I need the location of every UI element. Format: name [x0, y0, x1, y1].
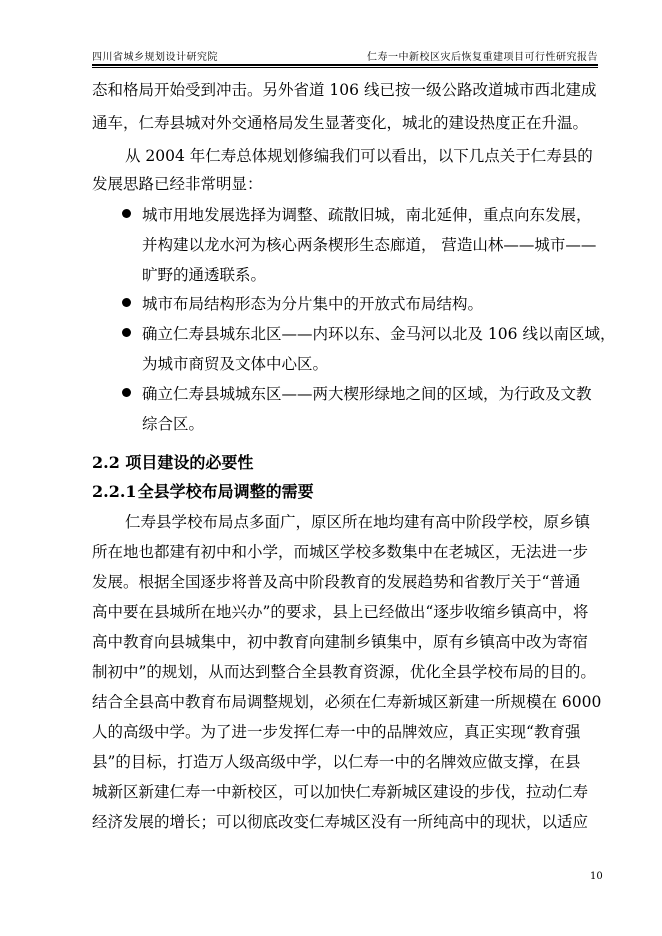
bullet-icon	[122, 388, 131, 397]
subsection-title: 全县学校布局调整的需要	[137, 482, 314, 501]
paragraph-line: 发展。根据全国逐步将普及高中阶段教育的发展趋势和省教厅关于“普通	[92, 573, 581, 591]
paragraph-line: 发展思路已经非常明显：	[92, 175, 263, 193]
paragraph-line: 县”的目标，打造万人级高级中学，以仁寿一中的名牌效应做支撑，在县	[92, 753, 581, 771]
bullet-line: 并构建以龙水河为核心两条楔形生态廊道， 营造山林——城市——	[142, 236, 597, 254]
bullet-line: 综合区。	[142, 415, 205, 433]
header-report-title: 仁寿一中新校区灾后恢复重建项目可行性研究报告	[367, 52, 598, 63]
paragraph-line: 高中教育向县城集中，初中教育向建制乡镇集中，原有乡镇高中改为寄宿	[92, 633, 589, 651]
subsection-number: 2.2.1	[92, 482, 137, 501]
bullet-icon	[122, 298, 131, 307]
header-rule-thin	[92, 67, 598, 68]
paragraph-line: 结合全县高中教育布局调整规划，必须在仁寿新城区新建一所规模在 6000	[92, 693, 602, 711]
paragraph-line: 高中要在县城所在地兴办”的要求，县上已经做出“逐步收缩乡镇高中，将	[92, 603, 589, 621]
paragraph-line: 所在地也都建有初中和小学，而城区学校多数集中在老城区，无法进一步	[92, 543, 589, 561]
bullet-line: 确立仁寿县城东北区——内环以东、金马河以北及 106 线以南区域，	[142, 325, 616, 343]
paragraph-line: 仁寿县学校布局点多面广，原区所在地均建有高中阶段学校，原乡镇	[125, 513, 591, 531]
bullet-line: 为城市商贸及文体中心区。	[142, 355, 329, 373]
page-number: 10	[590, 871, 603, 882]
paragraph-line: 人的高级中学。为了进一步发挥仁寿一中的品牌效应，真正实现“教育强	[92, 723, 581, 741]
header-rule-thick	[92, 64, 598, 66]
subsection-heading	[92, 479, 314, 502]
paragraph-line: 城新区新建仁寿一中新校区，可以加快仁寿新城区建设的步伐，拉动仁寿	[92, 783, 589, 801]
section-title: 项目建设的必要性	[125, 453, 254, 472]
page-header	[92, 48, 598, 66]
paragraph-line: 从 2004 年仁寿总体规划修编我们可以看出，以下几点关于仁寿县的	[125, 147, 593, 165]
bullet-line: 城市布局结构形态为分片集中的开放式布局结构。	[142, 295, 484, 313]
bullet-line: 旷野的通透联系。	[142, 266, 267, 284]
bullet-icon	[122, 328, 131, 337]
paragraph-line: 通车，仁寿县城对外交通格局发生显著变化，城北的建设热度正在升温。	[92, 114, 589, 132]
bullet-icon	[122, 209, 131, 218]
paragraph-line: 经济发展的增长；可以彻底改变仁寿城区没有一所纯高中的现状，以适应	[92, 813, 589, 831]
bullet-line: 确立仁寿县城城东区——两大楔形绿地之间的区域，为行政及文教	[142, 385, 592, 403]
paragraph-line: 制初中”的规划，从而达到整合全县教育资源，优化全县学校布局的目的。	[92, 663, 596, 681]
header-organization: 四川省城乡规划设计研究院	[92, 52, 218, 63]
bullet-line: 城市用地发展选择为调整、疏散旧城，南北延伸，重点向东发展，	[142, 206, 592, 224]
section-heading	[92, 450, 253, 473]
paragraph-line: 态和格局开始受到冲击。另外省道 106 线已按一级公路改道城市西北建成	[92, 81, 597, 99]
section-number: 2.2	[92, 453, 120, 472]
